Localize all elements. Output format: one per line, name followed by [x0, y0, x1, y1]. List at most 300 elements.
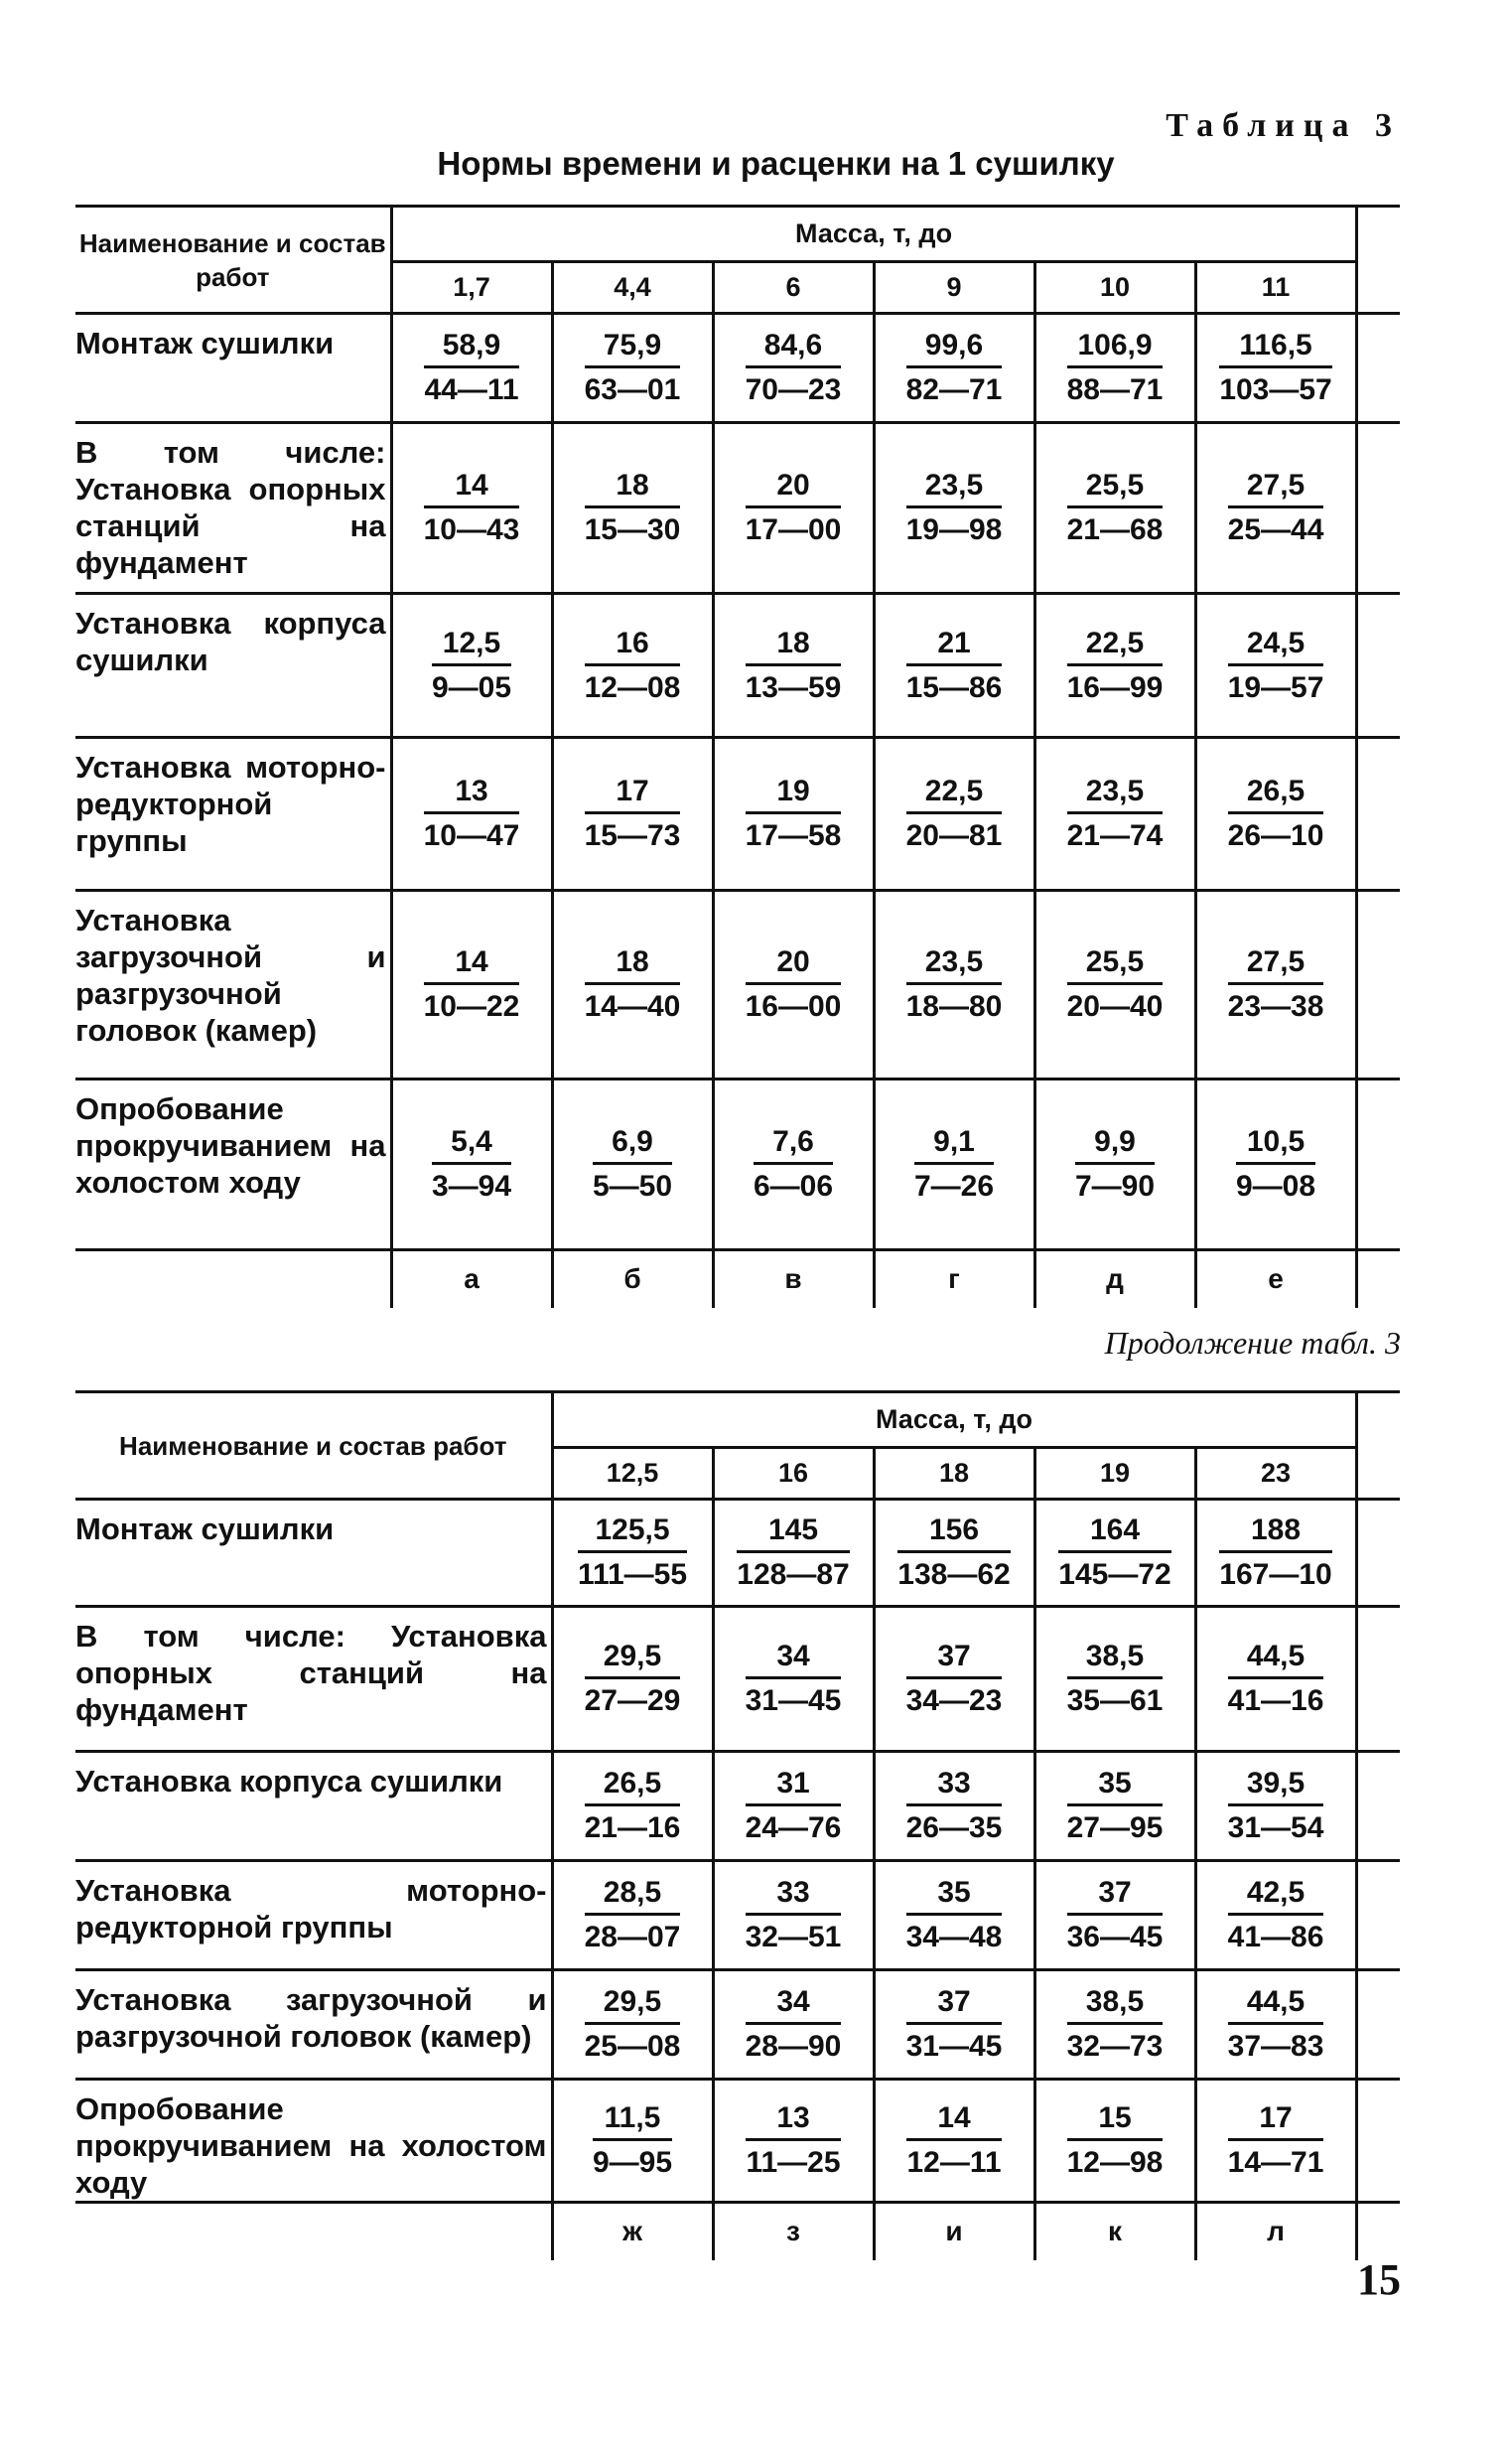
rate-cell: [874, 1861, 1034, 1970]
norm-fraction: [1067, 1984, 1164, 2065]
rate-price: 32—73: [1066, 2030, 1164, 2063]
time-norm: 23,5: [1067, 774, 1164, 814]
rate-cell: [713, 891, 874, 1080]
norm-fraction: [1067, 1639, 1164, 1719]
rate-cell: [713, 738, 874, 891]
work-name: Опробование прокручиванием на холостом ходу: [75, 2080, 552, 2203]
work-name: Монтаж сушилки: [75, 314, 391, 423]
rate-price: 34—23: [905, 1684, 1003, 1717]
norms-table-2: [75, 1390, 1400, 2260]
rate-price: 28—90: [745, 2030, 842, 2063]
table-row: [75, 1080, 1400, 1250]
rate-price: 20—40: [1066, 990, 1164, 1023]
rate-price: 31—54: [1227, 1811, 1324, 1844]
rate-price: 9—08: [1236, 1170, 1316, 1203]
rate-cell: [1034, 891, 1195, 1080]
column-letter: л: [1195, 2203, 1356, 2260]
rate-price: 23—38: [1227, 990, 1324, 1023]
time-norm: 25,5: [1067, 944, 1164, 985]
rate-cell: [1034, 314, 1195, 423]
rate-cell: [1195, 1970, 1356, 2080]
rate-price: 26—10: [1227, 819, 1324, 852]
norm-fraction: [906, 626, 1003, 706]
time-norm: 14: [906, 2100, 1001, 2141]
time-norm: 116,5: [1219, 328, 1331, 368]
norm-fraction: [1067, 774, 1164, 854]
work-name: В том числе: Установка опорных станций на фундамент: [75, 1607, 552, 1752]
norm-fraction: [585, 1639, 681, 1719]
norm-fraction: [746, 774, 842, 854]
norm-fraction: [746, 626, 842, 706]
norm-fraction: [1228, 774, 1324, 854]
norm-fraction: [585, 1766, 681, 1846]
time-norm: 18: [585, 944, 681, 985]
time-norm: 13: [746, 2100, 840, 2141]
rate-cell: [713, 1607, 874, 1752]
time-norm: 18: [746, 626, 842, 666]
norm-fraction: [906, 1984, 1003, 2065]
rate-cell: [1034, 423, 1195, 594]
name-header: Наименование и состав работ: [75, 1392, 552, 1500]
rate-cell: [391, 423, 552, 594]
norm-fraction: [746, 1984, 842, 2065]
rate-cell: [874, 738, 1034, 891]
time-norm: 58,9: [424, 328, 518, 368]
norm-fraction: [1228, 1875, 1324, 1955]
norm-fraction: [1067, 626, 1164, 706]
norm-fraction: [424, 328, 518, 408]
norm-fraction: [1228, 2100, 1324, 2181]
mass-column-header: 10: [1034, 262, 1195, 314]
time-norm: 38,5: [1067, 1639, 1164, 1679]
rate-cell: [1195, 314, 1356, 423]
norm-fraction: [432, 626, 511, 706]
rate-cell: [1034, 1861, 1195, 1970]
norm-fraction: [746, 944, 842, 1025]
rate-price: 14—40: [584, 990, 681, 1023]
work-name: Опробование прокручиванием на холостом ходу: [75, 1080, 391, 1250]
rate-cell: [1195, 1752, 1356, 1861]
time-norm: 37: [1067, 1875, 1164, 1916]
column-letter: б: [552, 1250, 713, 1308]
time-norm: 27,5: [1228, 468, 1324, 508]
table-row: [75, 1500, 1400, 1607]
mass-column-header: 12,5: [552, 1448, 713, 1500]
rate-price: 7—26: [913, 1170, 995, 1203]
time-norm: 11,5: [593, 2100, 672, 2141]
rate-price: 13—59: [745, 670, 842, 704]
norm-fraction: [906, 774, 1003, 854]
rate-price: 10—47: [423, 819, 520, 852]
rate-price: 15—73: [584, 819, 681, 852]
rate-price: 12—08: [584, 670, 681, 704]
mass-column-header: 6: [713, 262, 874, 314]
norm-fraction: [424, 944, 520, 1025]
norm-fraction: [1067, 944, 1164, 1025]
time-norm: 20: [746, 944, 842, 985]
mass-column-header: 16: [713, 1448, 874, 1500]
rate-cell: [1034, 738, 1195, 891]
norm-fraction: [1067, 1766, 1164, 1846]
rate-price: 3—94: [431, 1170, 512, 1203]
rate-cell: [874, 891, 1034, 1080]
rate-cell: [1034, 1607, 1195, 1752]
rate-cell: [713, 1080, 874, 1250]
norm-fraction: [1067, 328, 1164, 408]
norm-fraction: [906, 328, 1003, 408]
time-norm: 25,5: [1067, 468, 1164, 508]
rate-price: 82—71: [905, 373, 1003, 406]
norm-fraction: [593, 1124, 672, 1205]
rate-cell: [874, 1970, 1034, 2080]
norm-fraction: [746, 1766, 842, 1846]
mass-column-header: 18: [874, 1448, 1034, 1500]
time-norm: 35: [1067, 1766, 1164, 1806]
column-letter: в: [713, 1250, 874, 1308]
rate-cell: [552, 423, 713, 594]
rate-cell: [874, 1080, 1034, 1250]
time-norm: 9,1: [914, 1124, 994, 1165]
column-letter: д: [1034, 1250, 1195, 1308]
work-name: Установка загрузочной и разгрузочной головок (камер): [75, 1970, 552, 2080]
rate-cell: [1195, 2080, 1356, 2203]
rate-cell: [713, 1500, 874, 1607]
norm-fraction: [585, 774, 681, 854]
mass-column-header: 23: [1195, 1448, 1356, 1500]
rate-cell: [874, 1752, 1034, 1861]
table-row: [75, 314, 1400, 423]
norm-fraction: [746, 468, 842, 548]
rate-cell: [552, 314, 713, 423]
work-name: Установка загрузочной и разгрузочной головок (камер): [75, 891, 391, 1080]
time-norm: 29,5: [585, 1984, 681, 2025]
time-norm: 35: [906, 1875, 1003, 1916]
rate-price: 41—16: [1227, 1684, 1324, 1717]
rate-price: 12—98: [1066, 2146, 1164, 2179]
time-norm: 106,9: [1067, 328, 1164, 368]
rate-cell: [874, 1607, 1034, 1752]
rate-cell: [874, 2080, 1034, 2203]
rate-cell: [1195, 891, 1356, 1080]
norm-fraction: [1219, 1512, 1331, 1593]
mass-column-header: 19: [1034, 1448, 1195, 1500]
time-norm: 38,5: [1067, 1984, 1164, 2025]
time-norm: 15: [1067, 2100, 1164, 2141]
column-letter: ж: [552, 2203, 713, 2260]
work-name: Установка моторно-редукторной группы: [75, 738, 391, 891]
time-norm: 84,6: [746, 328, 842, 368]
rate-price: 28—07: [584, 1921, 681, 1953]
norm-fraction: [1228, 1639, 1324, 1719]
time-norm: 164: [1058, 1512, 1170, 1553]
norm-fraction: [906, 1639, 1003, 1719]
norm-fraction: [906, 468, 1003, 548]
table-row: [75, 2080, 1400, 2203]
rate-cell: [713, 314, 874, 423]
norm-fraction: [754, 1124, 833, 1205]
time-norm: 16: [585, 626, 681, 666]
norm-fraction: [906, 1875, 1003, 1955]
time-norm: 26,5: [585, 1766, 681, 1806]
rate-cell: [552, 1607, 713, 1752]
time-norm: 44,5: [1228, 1984, 1324, 2025]
rate-cell: [713, 1970, 874, 2080]
time-norm: 188: [1219, 1512, 1331, 1553]
rate-price: 31—45: [745, 1684, 842, 1717]
rate-cell: [1195, 1861, 1356, 1970]
norm-fraction: [1219, 328, 1331, 408]
rate-cell: [874, 594, 1034, 738]
rate-price: 27—95: [1066, 1811, 1164, 1844]
norm-fraction: [897, 1512, 1010, 1593]
norm-fraction: [585, 1875, 681, 1955]
time-norm: 17: [585, 774, 681, 814]
time-norm: 31: [746, 1766, 842, 1806]
time-norm: 23,5: [906, 944, 1003, 985]
work-name: В том числе: Установка опорных станций на фундамент: [75, 423, 391, 594]
rate-price: 44—11: [424, 373, 519, 406]
rate-price: 25—08: [584, 2030, 681, 2063]
rate-cell: [391, 738, 552, 891]
rate-cell: [874, 314, 1034, 423]
rate-price: 36—45: [1066, 1921, 1164, 1953]
table-row: [75, 1607, 1400, 1752]
rate-cell: [1034, 1752, 1195, 1861]
table-row: [75, 1861, 1400, 1970]
rate-price: 21—16: [584, 1811, 681, 1844]
norm-fraction: [1075, 1124, 1155, 1205]
rate-price: 24—76: [745, 1811, 842, 1844]
norm-fraction: [424, 468, 520, 548]
rate-cell: [713, 2080, 874, 2203]
rate-cell: [1034, 1970, 1195, 2080]
rate-cell: [552, 738, 713, 891]
rate-price: 34—48: [905, 1921, 1003, 1953]
mass-column-header: 9: [874, 262, 1034, 314]
rate-price: 167—10: [1219, 1558, 1332, 1591]
norm-fraction: [578, 1512, 687, 1593]
rate-price: 10—43: [423, 513, 520, 546]
rate-cell: [552, 2080, 713, 2203]
time-norm: 20: [746, 468, 842, 508]
norm-fraction: [746, 2100, 840, 2181]
rate-cell: [1195, 1607, 1356, 1752]
time-norm: 37: [906, 1984, 1003, 2025]
norm-fraction: [746, 328, 842, 408]
norm-fraction: [424, 774, 520, 854]
rate-cell: [713, 1752, 874, 1861]
rate-price: 7—90: [1074, 1170, 1156, 1203]
rate-cell: [1034, 594, 1195, 738]
rate-price: 20—81: [905, 819, 1003, 852]
rate-price: 12—11: [906, 2146, 1002, 2179]
norm-fraction: [746, 1875, 842, 1955]
continuation-label: Продолжение табл. 3: [1104, 1325, 1401, 1361]
rate-cell: [1034, 1500, 1195, 1607]
table-row: [75, 1970, 1400, 2080]
norms-table-1: [75, 205, 1400, 1308]
time-norm: 33: [906, 1766, 1003, 1806]
time-norm: 9,9: [1075, 1124, 1155, 1165]
rate-price: 25—44: [1227, 513, 1324, 546]
norm-fraction: [914, 1124, 994, 1205]
rate-price: 21—74: [1066, 819, 1164, 852]
norm-fraction: [1228, 1984, 1324, 2065]
column-letter: е: [1195, 1250, 1356, 1308]
time-norm: 12,5: [432, 626, 511, 666]
column-letter: к: [1034, 2203, 1195, 2260]
norm-fraction: [432, 1124, 511, 1205]
rate-cell: [552, 1500, 713, 1607]
rate-cell: [874, 1500, 1034, 1607]
table-label: Таблица 3: [1166, 107, 1401, 144]
rate-cell: [874, 423, 1034, 594]
time-norm: 75,9: [585, 328, 681, 368]
rate-price: 111—55: [577, 1558, 688, 1591]
rate-cell: [713, 1861, 874, 1970]
time-norm: 19: [746, 774, 842, 814]
rate-price: 9—05: [431, 670, 512, 704]
work-name: Установка моторно-редукторной группы: [75, 1861, 552, 1970]
norm-fraction: [1228, 468, 1324, 548]
time-norm: 39,5: [1228, 1766, 1324, 1806]
rate-price: 14—71: [1227, 2146, 1324, 2179]
rate-price: 21—68: [1066, 513, 1164, 546]
time-norm: 7,6: [754, 1124, 833, 1165]
rate-price: 19—98: [905, 513, 1003, 546]
norm-fraction: [1067, 468, 1164, 548]
time-norm: 6,9: [593, 1124, 672, 1165]
rate-cell: [713, 423, 874, 594]
time-norm: 29,5: [585, 1639, 681, 1679]
rate-price: 11—25: [746, 2146, 841, 2179]
mass-column-header: 11: [1195, 262, 1356, 314]
rate-price: 6—06: [753, 1170, 834, 1203]
time-norm: 22,5: [906, 774, 1003, 814]
time-norm: 33: [746, 1875, 842, 1916]
rate-price: 35—61: [1066, 1684, 1164, 1717]
norm-fraction: [1228, 1766, 1324, 1846]
rate-cell: [1034, 1080, 1195, 1250]
rate-price: 16—99: [1066, 670, 1164, 704]
rate-price: 17—58: [745, 819, 842, 852]
rate-price: 27—29: [584, 1684, 681, 1717]
time-norm: 13: [424, 774, 520, 814]
rate-cell: [1195, 1500, 1356, 1607]
page-title: Нормы времени и расценки на 1 сушилку: [437, 145, 1115, 182]
norm-fraction: [1067, 2100, 1164, 2181]
rate-price: 88—71: [1066, 373, 1164, 406]
rate-price: 138—62: [897, 1558, 1011, 1591]
rate-price: 5—50: [592, 1170, 673, 1203]
norm-fraction: [593, 2100, 672, 2181]
table-row: [75, 1752, 1400, 1861]
time-norm: 18: [585, 468, 681, 508]
rate-cell: [1195, 594, 1356, 738]
rate-cell: [391, 314, 552, 423]
rate-price: 31—45: [905, 2030, 1003, 2063]
norm-fraction: [1228, 626, 1324, 706]
time-norm: 34: [746, 1984, 842, 2025]
table-row: [75, 423, 1400, 594]
rate-price: 9—95: [592, 2146, 673, 2179]
mass-header: Масса, т, до: [391, 207, 1356, 262]
rate-price: 15—30: [584, 513, 681, 546]
time-norm: 14: [424, 468, 520, 508]
time-norm: 14: [424, 944, 520, 985]
work-name: Установка корпуса сушилки: [75, 1752, 552, 1861]
table-row: [75, 594, 1400, 738]
time-norm: 26,5: [1228, 774, 1324, 814]
mass-column-header: 1,7: [391, 262, 552, 314]
time-norm: 37: [906, 1639, 1003, 1679]
time-norm: 21: [906, 626, 1003, 666]
rate-price: 41—86: [1227, 1921, 1324, 1953]
rate-cell: [391, 891, 552, 1080]
rate-cell: [391, 594, 552, 738]
rate-cell: [552, 1752, 713, 1861]
rate-price: 145—72: [1058, 1558, 1171, 1591]
rate-price: 70—23: [745, 373, 842, 406]
rate-cell: [1034, 2080, 1195, 2203]
page-number: 15: [1357, 2255, 1401, 2304]
column-letter: з: [713, 2203, 874, 2260]
column-letter: г: [874, 1250, 1034, 1308]
rate-cell: [552, 594, 713, 738]
mass-header: Масса, т, до: [552, 1392, 1356, 1448]
work-name: Монтаж сушилки: [75, 1500, 552, 1607]
table-row: [75, 891, 1400, 1080]
norm-fraction: [585, 1984, 681, 2065]
rate-cell: [1195, 738, 1356, 891]
norm-fraction: [906, 944, 1003, 1025]
norm-fraction: [737, 1512, 849, 1593]
time-norm: 17: [1228, 2100, 1324, 2141]
rate-cell: [391, 1080, 552, 1250]
norm-fraction: [1228, 944, 1324, 1025]
time-norm: 156: [897, 1512, 1010, 1553]
rate-cell: [1195, 423, 1356, 594]
rate-price: 26—35: [905, 1811, 1003, 1844]
rate-cell: [552, 1861, 713, 1970]
rate-price: 37—83: [1227, 2030, 1324, 2063]
rate-price: 10—22: [423, 990, 520, 1023]
norm-fraction: [585, 626, 681, 706]
work-name: Установка корпуса сушилки: [75, 594, 391, 738]
time-norm: 10,5: [1236, 1124, 1315, 1165]
norm-fraction: [585, 468, 681, 548]
rate-cell: [713, 594, 874, 738]
norm-fraction: [585, 944, 681, 1025]
time-norm: 145: [737, 1512, 849, 1553]
time-norm: 42,5: [1228, 1875, 1324, 1916]
norm-fraction: [1236, 1124, 1315, 1205]
rate-price: 16—00: [745, 990, 842, 1023]
time-norm: 99,6: [906, 328, 1003, 368]
rate-price: 63—01: [584, 373, 681, 406]
time-norm: 22,5: [1067, 626, 1164, 666]
norm-fraction: [1067, 1875, 1164, 1955]
norm-fraction: [1058, 1512, 1170, 1593]
column-letter: а: [391, 1250, 552, 1308]
time-norm: 5,4: [432, 1124, 511, 1165]
norm-fraction: [585, 328, 681, 408]
time-norm: 28,5: [585, 1875, 681, 1916]
rate-price: 19—57: [1227, 670, 1324, 704]
rate-price: 15—86: [905, 670, 1003, 704]
rate-price: 128—87: [737, 1558, 850, 1591]
norm-fraction: [906, 2100, 1001, 2181]
